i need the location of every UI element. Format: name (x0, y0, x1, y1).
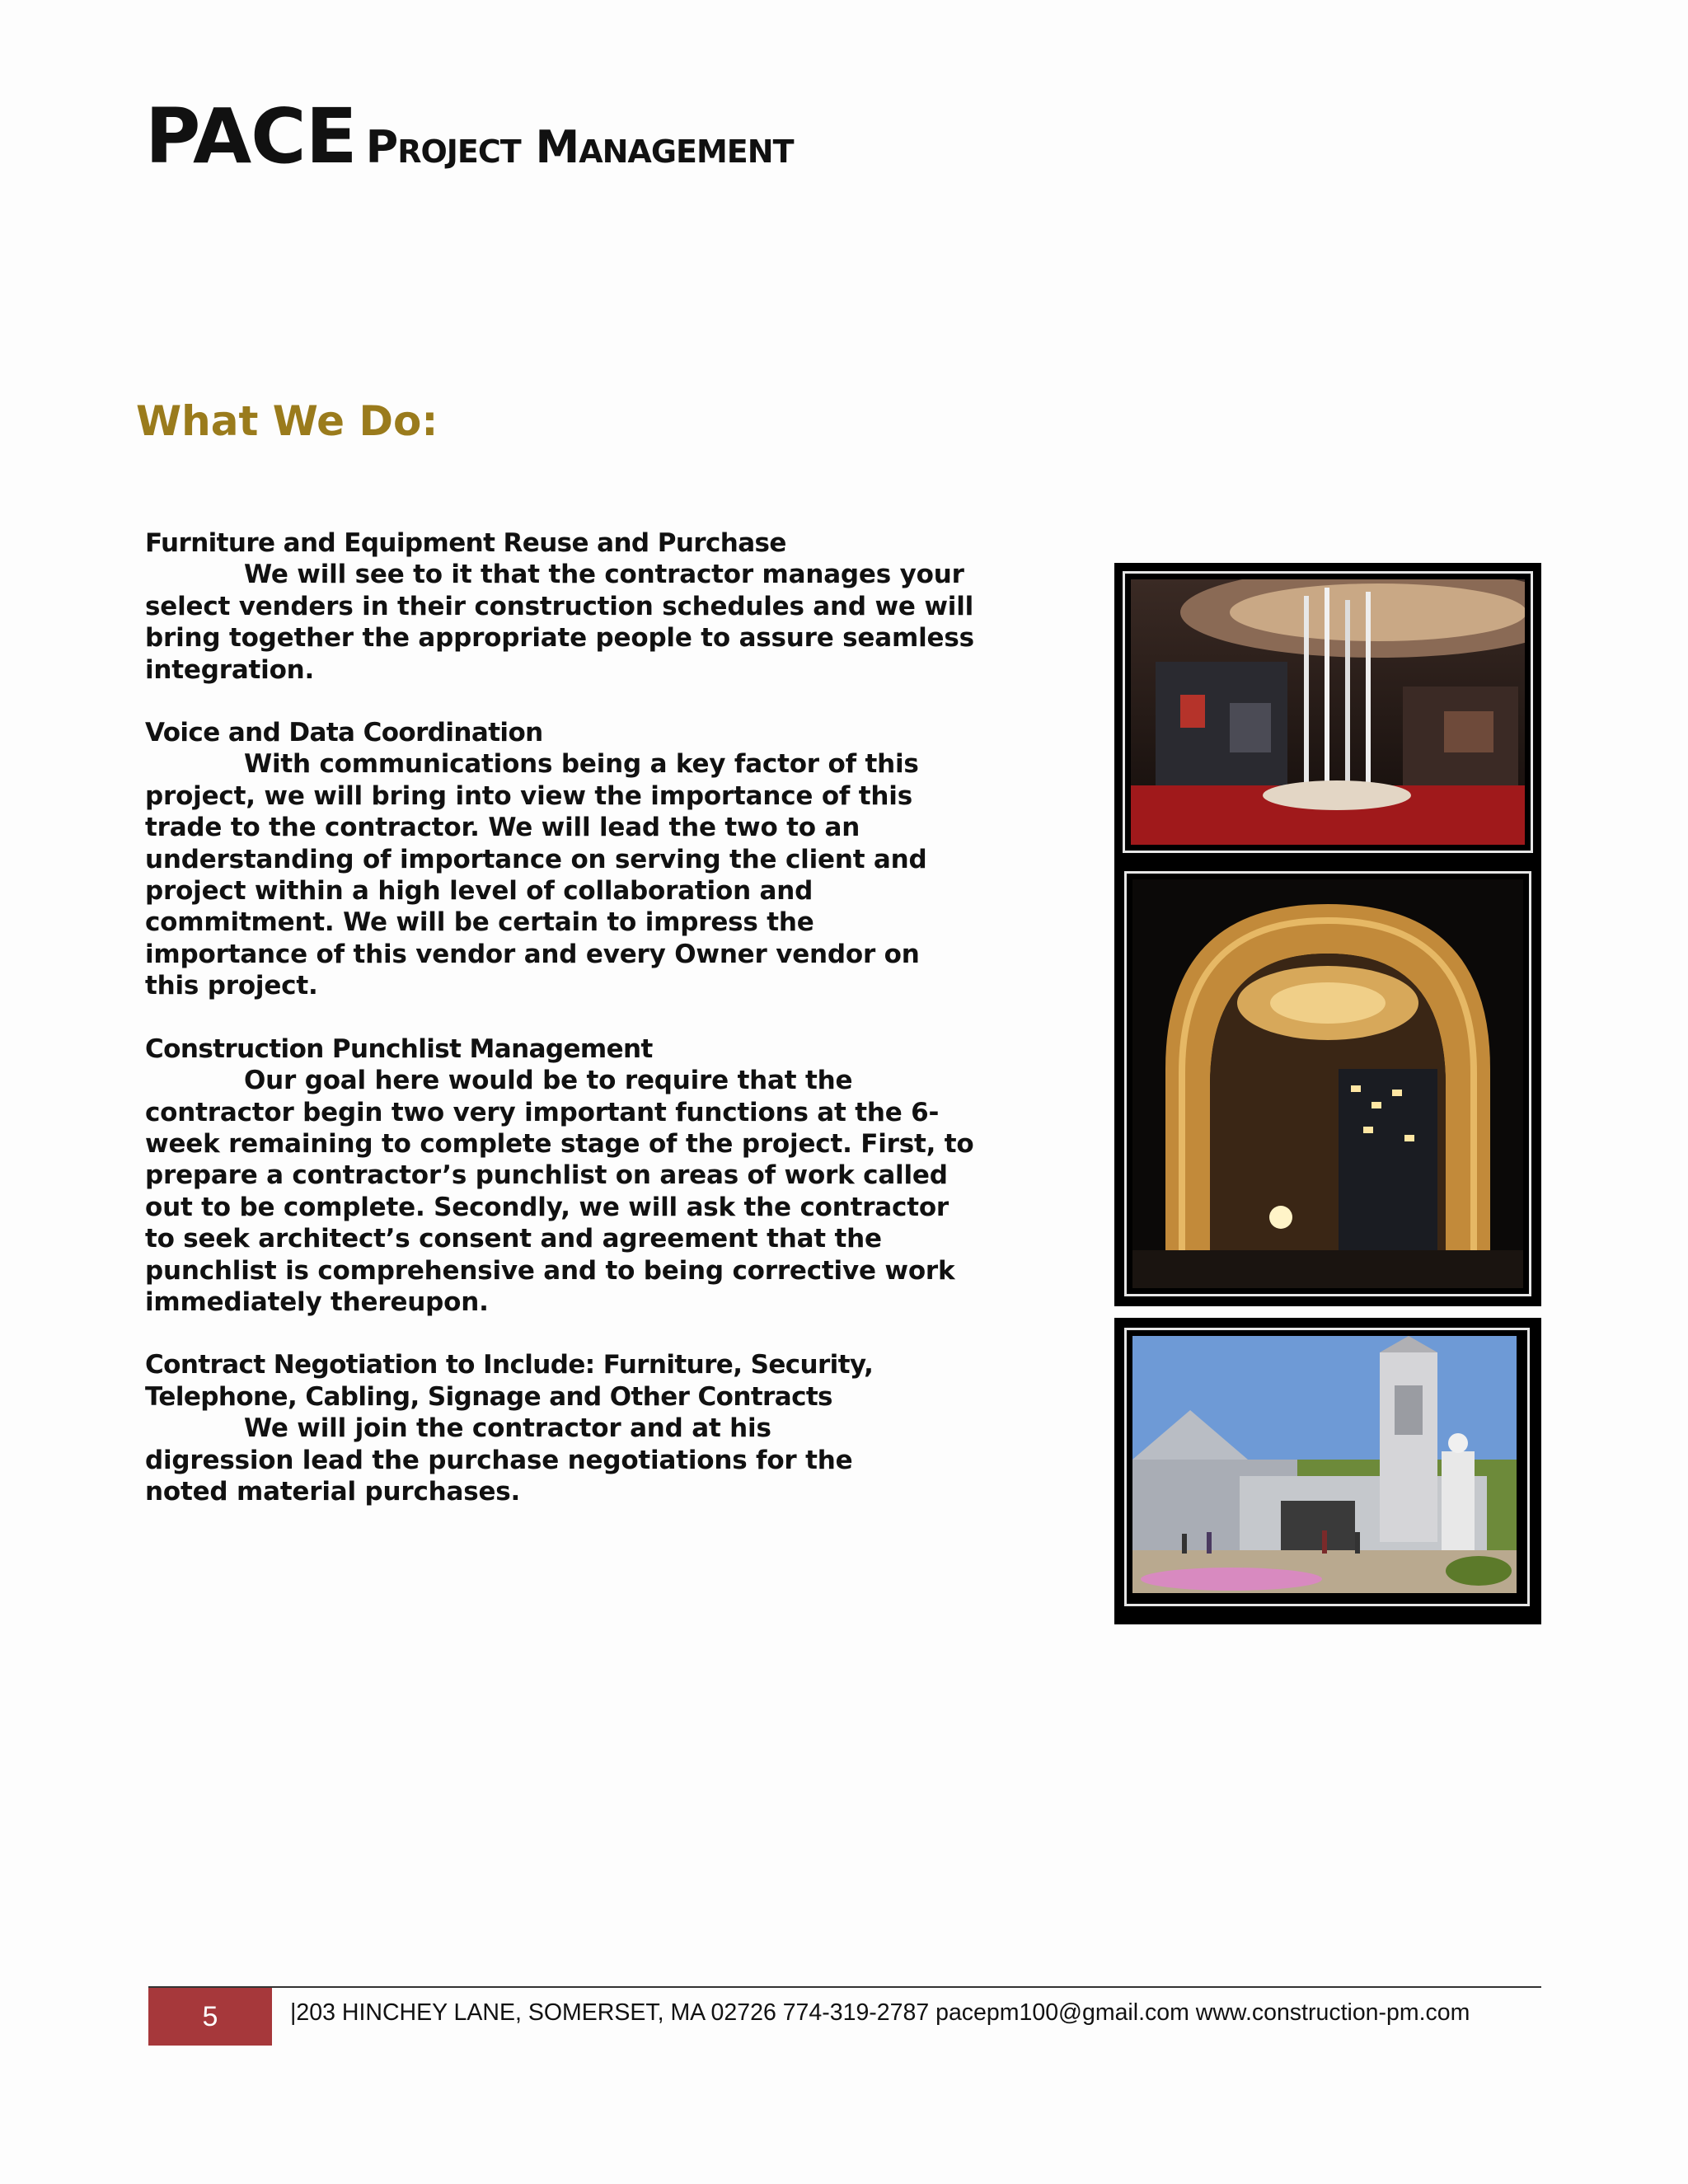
document-header (145, 92, 794, 180)
church-photo (1132, 1336, 1517, 1593)
section-title: What We Do: (136, 397, 438, 445)
photo-frame-church (1114, 1318, 1541, 1624)
service-description: We will join the contractor and at his digression lead the purchase negotiations for the noted material purchases. (145, 1413, 853, 1507)
service-item (145, 527, 978, 686)
brand-subtitle: Project Management (365, 121, 794, 173)
service-description: Our goal here would be to require that the contractor begin two very important functions at the 6-week remaining to complete stage of the project. First, to prepare a contractor’s punchlist on areas of work called out to be complete. Secondly, we will ask the contractor to seek architect’s consent and agreement that the punchlist is comprehensive and to being corrective work immediately thereupon. (145, 1066, 974, 1317)
service-item (145, 1033, 978, 1319)
service-heading: Voice and Data Coordination (145, 718, 543, 748)
interior-lounge-image (1131, 579, 1525, 845)
services-list (145, 527, 978, 1539)
service-description: We will see to it that the contractor manages your select venders in their construction schedules and we will bring together the appropriate people to assure seamless integration. (145, 560, 974, 685)
footer-divider (148, 1986, 1541, 1988)
service-item (145, 717, 978, 1002)
arch-night-image (1132, 879, 1523, 1288)
brand-name: PACE (145, 92, 357, 180)
service-item (145, 1349, 920, 1507)
photo-frame-arch (1114, 861, 1541, 1306)
service-heading: Contract Negotiation to Include: Furniture, Security, Telephone, Cabling, Signage and Other Contracts (145, 1350, 874, 1412)
interior-lounge-photo (1131, 579, 1525, 845)
church-exterior-image (1132, 1336, 1517, 1593)
service-description: With communications being a key factor of this project, we will bring into view the importance of this trade to the contractor. We will lead the two to an understanding of importance on serving the client and project within a high level of collaboration and commitment. We will be certain to impress the importance of this vendor and every Owner vendor on this project. (145, 749, 927, 1001)
photo-frame-interior (1114, 563, 1541, 861)
service-heading: Furniture and Equipment Reuse and Purchase (145, 528, 786, 558)
arch-photo (1132, 879, 1523, 1288)
contact-line: |203 HINCHEY LANE, SOMERSET, MA 02726 774-319-2787 pacepm100@gmail.com www.construction-pm.com (290, 1999, 1470, 2026)
service-heading: Construction Punchlist Management (145, 1033, 653, 1064)
page-number: 5 (148, 1988, 272, 2046)
